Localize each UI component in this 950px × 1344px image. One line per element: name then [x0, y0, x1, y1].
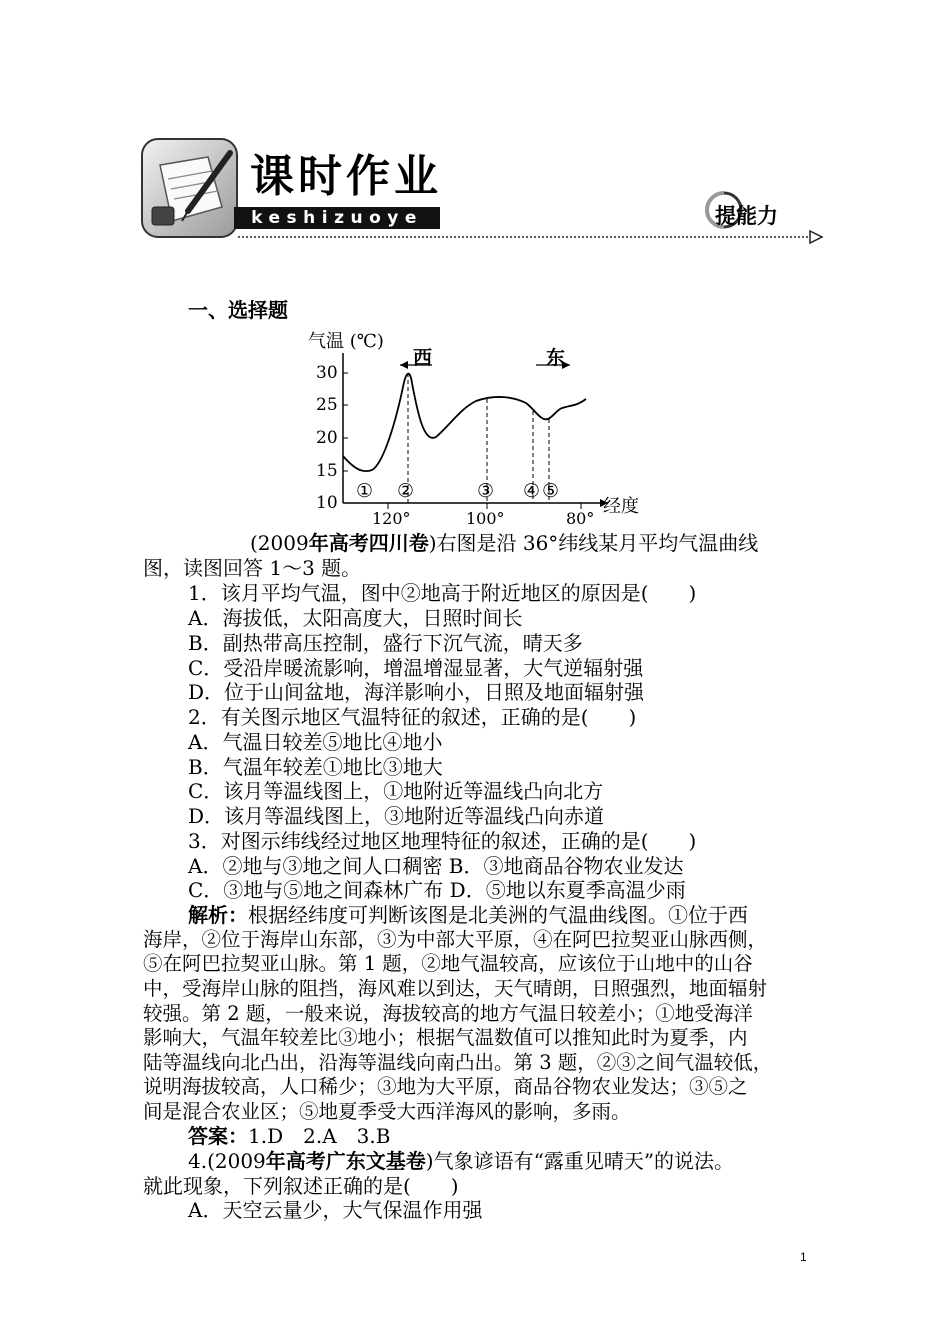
analysis-line: 中，受海岸山脉的阻挡，海风难以到达，天气晴朗，日照强烈，地面辐射 [143, 977, 768, 1000]
analysis-line: 影响大，气温年较差比③地小；根据气温数值可以推知此时为夏季，内 [143, 1026, 748, 1049]
point-label: ④ [523, 480, 541, 502]
q2-stem: 2．有关图示地区气温特征的叙述，正确的是( ) [188, 705, 637, 729]
q1-stem: 1．该月平均气温，图中②地高于附近地区的原因是( ) [188, 581, 697, 605]
ability-badge: 提能力 [715, 204, 778, 228]
east-label: 东 [546, 347, 566, 369]
y-tick-label: 10 [316, 493, 338, 513]
x-tick-label: 120° [372, 509, 411, 528]
analysis-text: 根据经纬度可判断该图是北美洲的气温曲线图。①位于西 [248, 903, 748, 927]
q4-text: )气象谚语有“露重见晴天”的说法。 [425, 1149, 735, 1173]
q1-option-b: B．副热带高压控制，盛行下沉气流，晴天多 [188, 631, 583, 655]
q2-option-d: D．该月等温线图上，③地附近等温线凸向赤道 [188, 804, 605, 828]
analysis-line: 海岸，②位于海岸山东部，③为中部大平原，④在阿巴拉契亚山脉西侧， [143, 928, 768, 951]
header-banner [138, 135, 828, 250]
q1-option-a: A．海拔低，太阳高度大，日照时间长 [188, 606, 523, 630]
q3-stem: 3．对图示纬线经过地区地理特征的叙述，正确的是( ) [188, 829, 697, 853]
west-label: 西 [413, 347, 433, 369]
q2-option-b: B．气温年较差①地比③地大 [188, 755, 443, 779]
q4-number: 4.(2009 [188, 1149, 266, 1173]
intro-year: (2009 [250, 531, 309, 555]
analysis-label: 解析： [188, 903, 248, 927]
q4-source: 年高考广东文基卷 [265, 1149, 426, 1173]
y-tick-label: 20 [316, 428, 338, 448]
q3-options-cd: C．③地与⑤地之间森林广布 D．⑤地以东夏季高温少雨 [188, 878, 686, 902]
page-subtitle: keshizuoye [234, 207, 440, 229]
x-tick-label: 80° [566, 509, 595, 528]
y-tick-label: 15 [316, 461, 338, 481]
analysis-line: 陆等温线向北凸出，沿海等温线向南凸出。第 3 题，②③之间气温较低， [143, 1051, 773, 1074]
q4-line-1 [188, 1149, 734, 1173]
q2-option-c: C．该月等温线图上，①地附近等温线凸向北方 [188, 779, 604, 803]
intro-line-2: 图，读图回答 1～3 题。 [143, 556, 362, 580]
page-title: 课时作业 [250, 151, 442, 202]
intro-text: )右图是沿 36°纬线某月平均气温曲线 [428, 531, 759, 555]
point-label: ② [397, 480, 415, 502]
answer-line [188, 1124, 390, 1148]
point-label: ① [356, 480, 374, 502]
q4-line-2: 就此现象，下列叙述正确的是( ) [143, 1174, 459, 1198]
temperature-curve-plot [300, 325, 650, 530]
analysis-line: ⑤在阿巴拉契亚山脉。第 1 题，②地气温较高，应该位于山地中的山谷 [143, 952, 753, 975]
y-axis-label: 气温 (℃) [308, 331, 384, 352]
analysis-line: 说明海拔较高，人口稀少；③地为大平原，商品谷物农业发达；③⑤之 [143, 1075, 748, 1098]
header-rule [138, 135, 828, 250]
answer-text: 1.D 2.A 3.B [248, 1124, 391, 1148]
answer-label: 答案： [188, 1124, 248, 1148]
temperature-figure [300, 325, 650, 530]
intro-source: 年高考四川卷 [308, 531, 429, 555]
analysis-line: 间是混合农业区；⑤地夏季受大西洋海风的影响，多雨。 [143, 1100, 631, 1123]
point-label: ⑤ [542, 480, 560, 502]
y-tick-label: 30 [316, 363, 338, 383]
q1-option-d: D．位于山间盆地，海洋影响小，日照及地面辐射强 [188, 680, 645, 704]
intro-line-1 [250, 531, 758, 555]
q4-option-a: A．天空云量少，大气保温作用强 [188, 1198, 483, 1222]
x-tick-label: 100° [466, 509, 505, 528]
q3-options-ab: A．②地与③地之间人口稠密 B．③地商品谷物农业发达 [188, 854, 684, 878]
y-tick-label: 25 [316, 395, 338, 415]
analysis-line: 较强。第 2 题，一般来说，海拔较高的地方气温日较差小；①地受海洋 [143, 1002, 753, 1025]
x-axis-label: 经度 [603, 496, 639, 517]
point-label: ③ [477, 480, 495, 502]
analysis-line-1 [188, 903, 748, 927]
section-title: 一、选择题 [188, 298, 288, 322]
q1-option-c: C．受沿岸暖流影响，增温增湿显著，大气逆辐射强 [188, 656, 644, 680]
page-number: 1 [800, 1250, 807, 1264]
q2-option-a: A．气温日较差⑤地比④地小 [188, 730, 443, 754]
